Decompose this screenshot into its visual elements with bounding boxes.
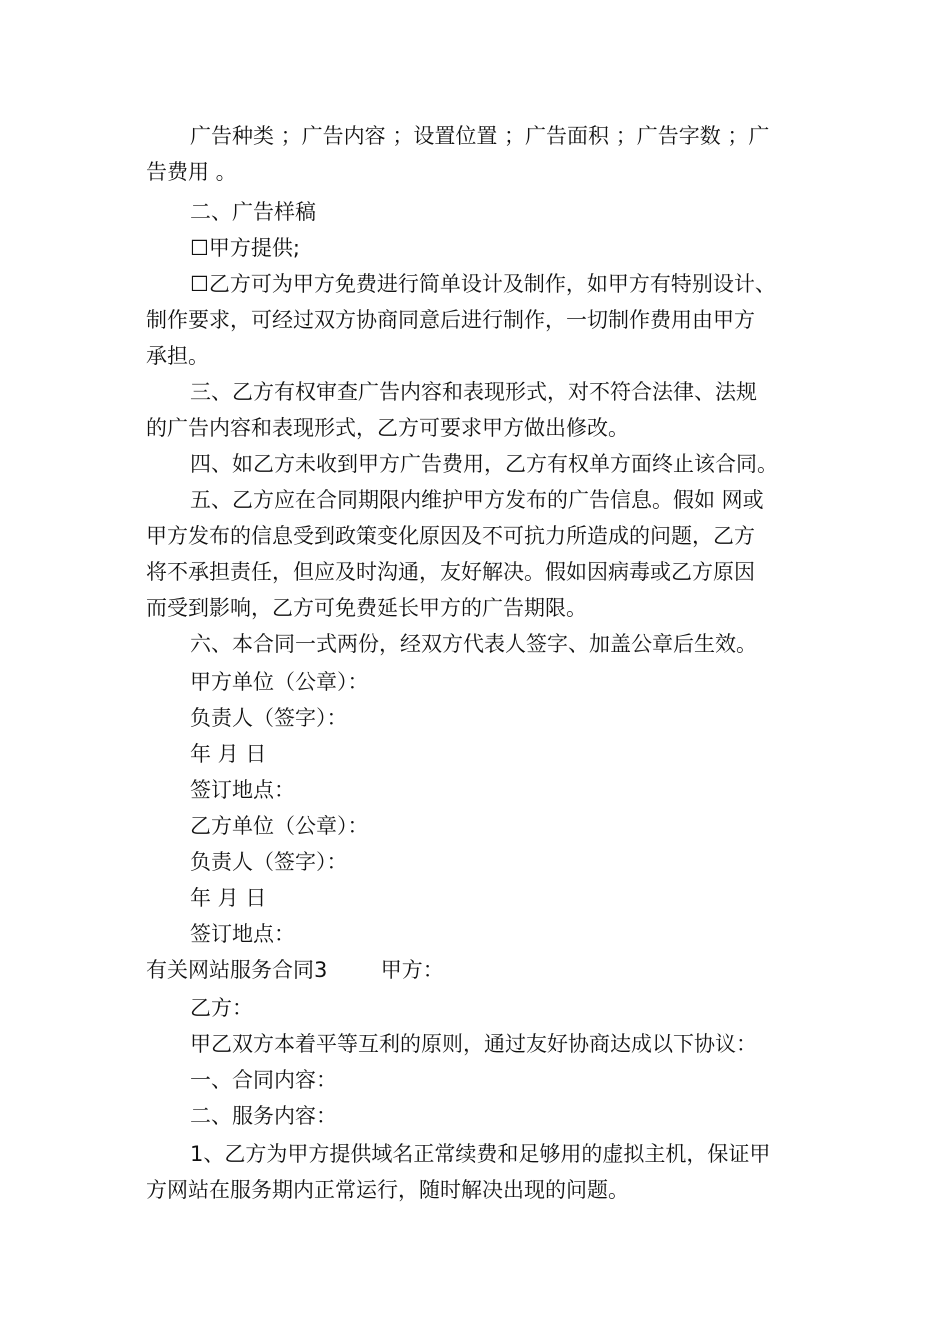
text-line: 将不承担责任，但应及时沟通，友好解决。假如因病毒或乙方原因 bbox=[146, 560, 755, 584]
text-line: 六、本合同一式两份，经双方代表人签字、加盖公章后生效。 bbox=[190, 632, 757, 656]
signatory-label: 负责人（签字）： bbox=[190, 850, 348, 874]
text-line: 甲乙双方本着平等互利的原则，通过友好协商达成以下协议： bbox=[190, 1032, 757, 1056]
checkbox-option: ☐甲方提供; bbox=[190, 236, 300, 260]
party-b-unit-label: 乙方单位（公章）： bbox=[190, 814, 369, 838]
text-line: 承担。 bbox=[146, 344, 209, 368]
checkbox-option: ☐乙方可为甲方免费进行简单设计及制作，如甲方有特别设计、 bbox=[190, 272, 776, 296]
text-line: 五、乙方应在合同期限内维护甲方发布的广告信息。假如 网或 bbox=[190, 488, 764, 512]
text-line: 方网站在服务期内正常运行，随时解决出现的问题。 bbox=[146, 1178, 629, 1202]
text-line: 广告种类 ；广告内容 ；设置位置 ；广告面积 ；广告字数 ；广 bbox=[190, 124, 770, 148]
party-b-label: 乙方： bbox=[190, 996, 253, 1020]
signing-place-label: 签订地点： bbox=[190, 778, 295, 802]
section-heading: 二、广告样稿 bbox=[190, 200, 316, 224]
text-line: 1、乙方为甲方提供域名正常续费和足够用的虚拟主机，保证甲 bbox=[190, 1142, 771, 1166]
signing-place-label: 签订地点： bbox=[190, 922, 295, 946]
contract-title: 有关网站服务合同3 甲方： bbox=[146, 958, 444, 982]
date-label: 年 月 日 bbox=[190, 742, 267, 766]
section-heading: 一、合同内容： bbox=[190, 1068, 337, 1092]
text-line: 甲方发布的信息受到政策变化原因及不可抗力所造成的问题，乙方 bbox=[146, 524, 755, 548]
text-line: 制作要求，可经过双方协商同意后进行制作，一切制作费用由甲方 bbox=[146, 308, 755, 332]
text-line: 四、如乙方未收到甲方广告费用，乙方有权单方面终止该合同。 bbox=[190, 452, 778, 476]
party-a-unit-label: 甲方单位（公章）： bbox=[190, 670, 369, 694]
section-heading: 二、服务内容： bbox=[190, 1104, 337, 1128]
text-line: 而受到影响，乙方可免费延长甲方的广告期限。 bbox=[146, 596, 587, 620]
text-line: 三、乙方有权审查广告内容和表现形式，对不符合法律、法规 bbox=[190, 380, 757, 404]
text-line: 的广告内容和表现形式，乙方可要求甲方做出修改。 bbox=[146, 416, 629, 440]
text-line: 告费用 。 bbox=[146, 160, 237, 184]
date-label: 年 月 日 bbox=[190, 886, 267, 910]
signatory-label: 负责人（签字）： bbox=[190, 706, 348, 730]
